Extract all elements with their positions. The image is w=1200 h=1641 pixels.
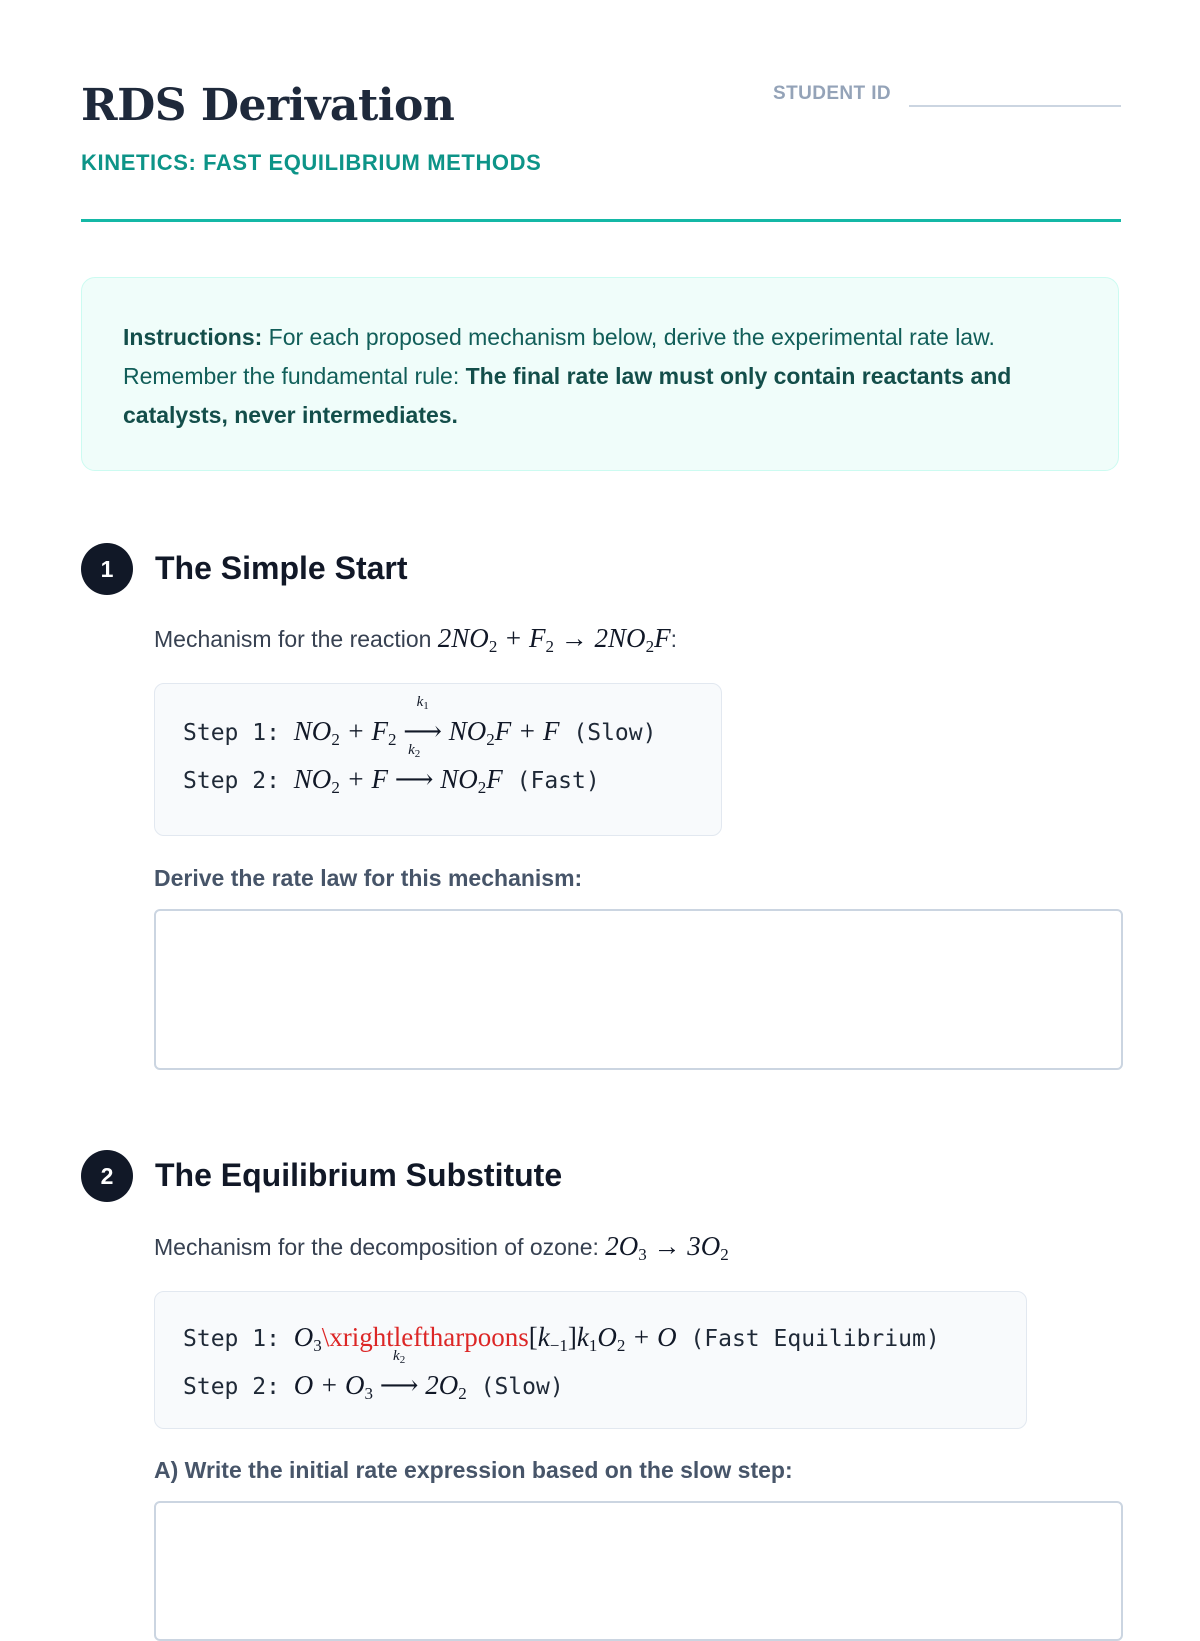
question-prompt: Derive the rate law for this mechanism: xyxy=(154,865,583,891)
page-subtitle: KINETICS: FAST EQUILIBRIUM METHODS xyxy=(81,150,542,175)
section-title: The Equilibrium Substitute xyxy=(155,1157,563,1193)
answer-box[interactable] xyxy=(154,909,1123,1070)
step-equation: $NO_2 + F$ $k_2$ ⟶ $NO_2F$ xyxy=(293,742,503,797)
step-label: Step 2: xyxy=(183,768,280,794)
overall-reaction-equation: $2NO_2 + F_2 \to 2NO_2F$ xyxy=(437,623,671,656)
student-id-field[interactable] xyxy=(909,105,1121,107)
step-note: (Fast Equilibrium) xyxy=(690,1326,940,1352)
step-equation: $O_3\backslash xrightleftharpoons[k_{-1}]k_1O_2 + O$ xyxy=(293,1322,677,1355)
mechanism-box xyxy=(154,683,722,836)
latex-error-text: \xrightleftharpoons xyxy=(321,1322,529,1352)
section-number-badge: 1 xyxy=(81,543,133,595)
section-number-badge: 2 xyxy=(81,1150,133,1202)
step-label: Step 1: xyxy=(183,1326,280,1352)
mechanism-step xyxy=(183,1322,940,1353)
section-1-header xyxy=(81,543,1121,595)
step-label: Step 1: xyxy=(183,720,280,746)
mechanism-intro: Mechanism for the reaction $2NO_2 + F_2 \to 2NO_2F$: xyxy=(154,623,677,656)
step-equation: $NO_2 + F_2$ $k_1$ ⟶ $NO_2F + F$ xyxy=(293,694,560,749)
header-divider xyxy=(81,219,1121,222)
step-note: (Fast) xyxy=(516,768,600,794)
answer-box[interactable] xyxy=(154,1501,1123,1641)
step-note: (Slow) xyxy=(573,720,657,746)
instructions-callout xyxy=(81,277,1119,471)
page-title: RDS Derivation xyxy=(81,80,455,131)
mechanism-intro-text: Mechanism for the reaction xyxy=(154,626,432,652)
section-title: The Simple Start xyxy=(155,550,408,586)
overall-reaction-equation: $2O_3 \to 3O_2$ xyxy=(605,1231,729,1264)
mechanism-step xyxy=(183,1348,564,1403)
step-equation: $O + O_3$ $k_2$ ⟶ $2O_2$ xyxy=(293,1348,467,1403)
section-2-header xyxy=(81,1150,1121,1202)
instructions-rule: The final rate law must only contain reactants and catalysts, never intermediates. xyxy=(123,363,1012,428)
instructions-lead: Instructions: xyxy=(123,324,263,350)
mechanism-intro-text: Mechanism for the decomposition of ozone: xyxy=(154,1234,599,1260)
step-label: Step 2: xyxy=(183,1374,280,1400)
mechanism-step xyxy=(183,742,600,797)
instructions-text: For each proposed mechanism below, derive the experimental rate law. Remember the fundamental rule: xyxy=(123,324,995,389)
student-id-label: STUDENT ID xyxy=(773,83,891,104)
mechanism-intro xyxy=(154,1231,729,1262)
mechanism-box xyxy=(154,1291,1027,1429)
question-prompt: A) Write the initial rate expression based on the slow step: xyxy=(154,1457,793,1483)
step-note: (Slow) xyxy=(480,1374,564,1400)
